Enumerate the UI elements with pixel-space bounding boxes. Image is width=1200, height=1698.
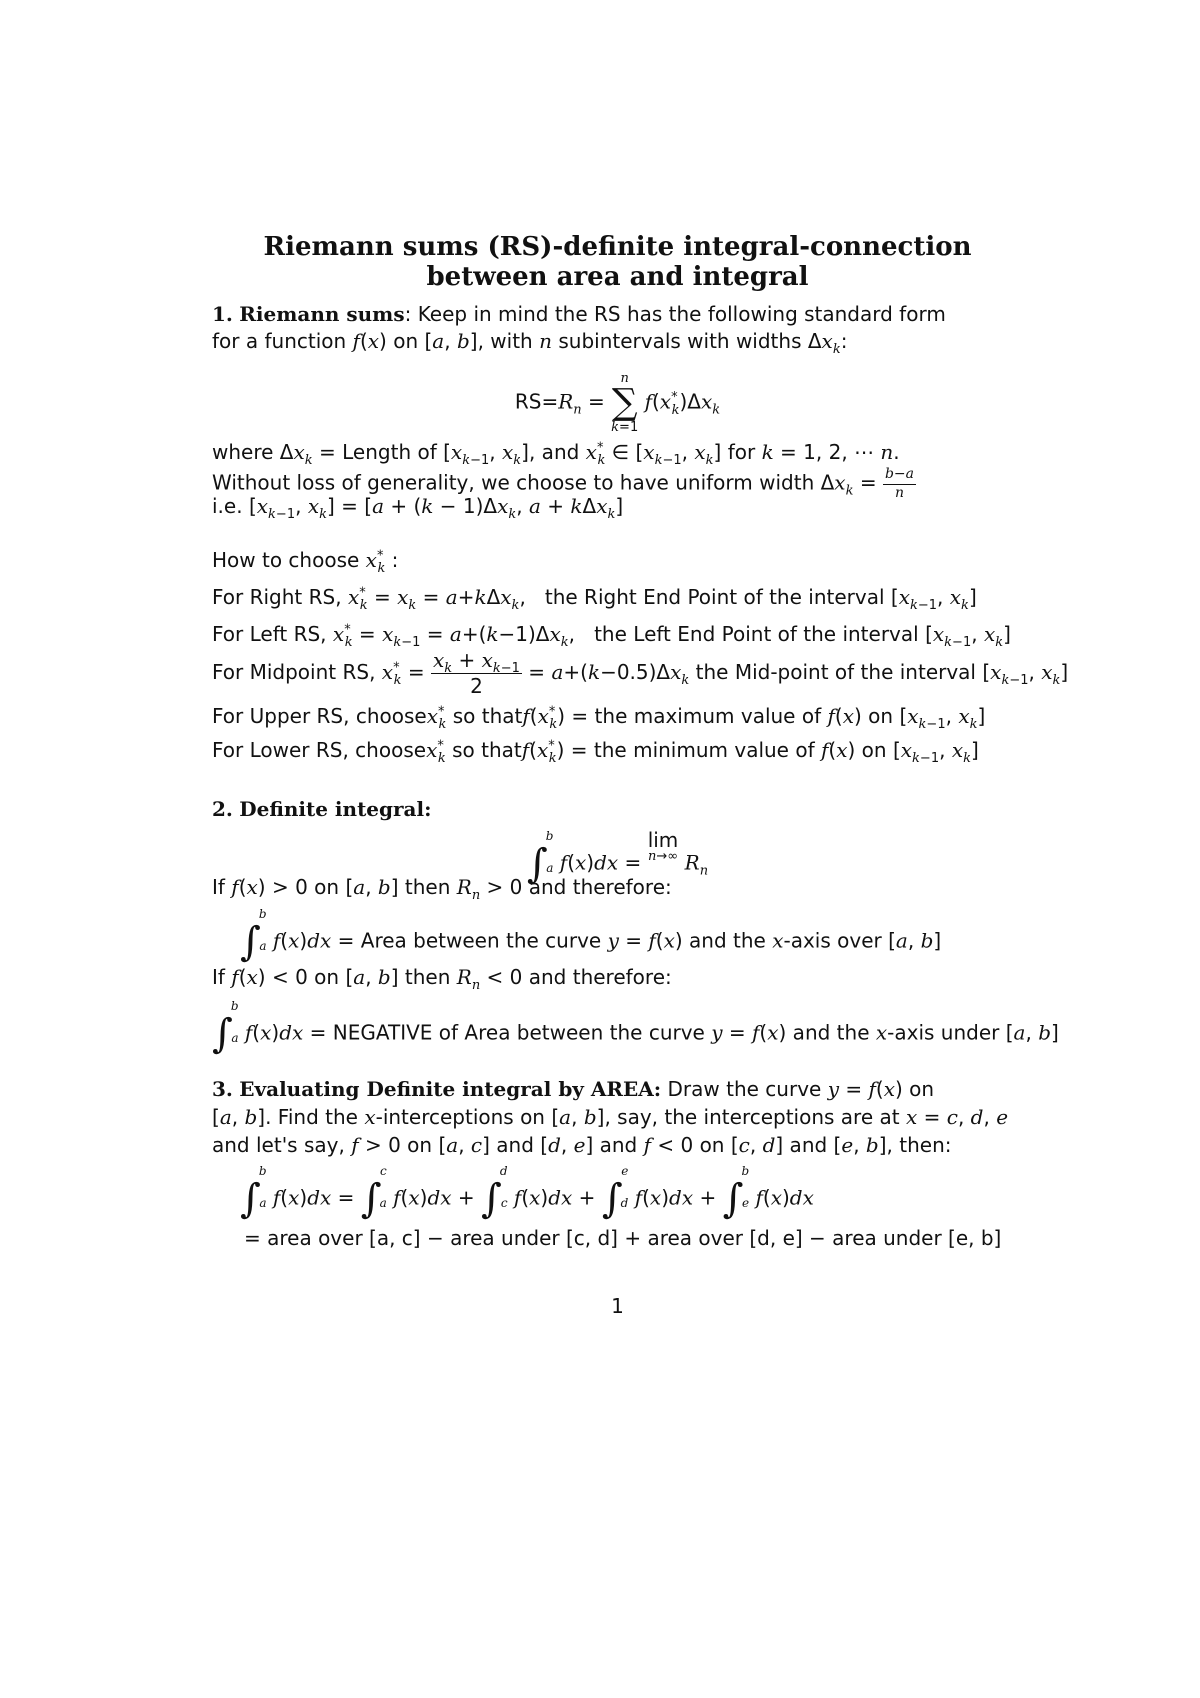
integral-sign-icon: ∫ — [240, 1176, 261, 1223]
integral-sign-icon: ∫ — [240, 919, 261, 966]
s3-line-3: and let's say, f > 0 on [a, c] and [d, e] and f < 0 on [c, d] and [e, b], then: — [212, 1133, 952, 1157]
integral-sign-icon: ∫ — [526, 841, 548, 888]
s1-where-line: where $\Delta x_k$ = Length of [$x_{k-1}$, $x_k$], and $x^*_k$ ∈ [$x_{k-1}$, $x_k$] for k = 1, 2, ⋯ n. — [212, 440, 900, 468]
title-line-2: between area and integral — [426, 262, 809, 292]
integral-sign-icon: ∫ — [481, 1176, 502, 1223]
page-number: 1 — [611, 1294, 624, 1318]
s3-integral-split-formula: ∫ b a f(x)dx = ∫ c a f(x)dx + ∫ d c f(x)dx + ∫ e d f(x)dx + ∫ b e f(x)dx — [240, 1164, 814, 1223]
s2-heading: 2. Definite integral: — [212, 797, 432, 821]
s3-line-2: [a, b]. Find the x-interceptions on [a, b], say, the interceptions are at x = c, d, e — [212, 1105, 1009, 1129]
upper-rs-line: For Upper RS, choosex*$_k$ so $thatf(x^*_k)$ = the maximum value of f(x) on [$x_{k-1}$, $x_k$] — [212, 704, 986, 732]
s1-ie-line: i.e. [$x_{k-1}$, $x_k] = [a + (k - 1)\Delta x_k$, a + kΔx$_k$] — [212, 494, 624, 522]
title-line-1: Riemann sums (RS)-definite integral-connection — [263, 232, 972, 262]
integral-sign-icon: ∫ — [360, 1176, 382, 1223]
summation-symbol: n ∑ k=1 — [611, 371, 639, 435]
s2-positive-area-line: ∫ b a f(x)dx = Area between the curve y = f(x) and the x-axis over [a, b] — [240, 907, 942, 966]
left-rs-line: For Left RS, $x^*_k = x_{k-1} = a+(k-1)\Delta x_k$, the Left End Point of the interval [$x_{k-1}$, $x_k$] — [212, 622, 1011, 650]
integral-sign-icon: ∫ — [722, 1176, 744, 1223]
right-rs-line: For Right RS, $x^*_k = x_k = a+k\Delta x_k$, the Right End Point of the interval [$x_{k-1}$, $x_k$] — [212, 585, 977, 613]
integral-sign-icon: ∫ — [601, 1176, 623, 1223]
s2-negative-area-line: ∫ b a f(x)dx = NEGATIVE of Area between the curve y = f(x) and the x-axis under [a, b] — [212, 999, 1059, 1058]
s3-area-line: = area over [a, c] − area under [c, d] + area over [d, e] − area under [e, b] — [244, 1226, 1002, 1250]
midpoint-rs-line: For Midpoint RS, $x^*_k$ = $\frac{x_k + x_{k-1}}{2}$ = $a+(k-0.5)\Delta x_k$ the Mid-point of the interval [$x_{k-1}$, $x_k$] — [212, 648, 1069, 698]
s2-negative-condition: If f(x) < 0 on [a, b] then $R_n < 0$ and therefore: — [212, 965, 672, 993]
lower-rs-line: For Lower RS, choosex*$_k$ so $thatf(x^*_k)$ = the minimum value of f(x) on [$x_{k-1}$, $x_k$] — [212, 738, 979, 766]
s1-heading: Riemann sums — [239, 302, 405, 326]
s2-positive-condition: If f(x) > 0 on [a, b] then $R_n > 0$ and therefore: — [212, 875, 672, 903]
s1-wlog-line: Without loss of generality, we choose to have uniform width $\Delta x_k$ = $\frac{b-a}{n}$ — [212, 466, 915, 501]
s1-intro-line-1: 1. Riemann sums: Keep in mind the RS has the following standard form — [212, 302, 946, 326]
s3-line-1: 3. Evaluating Definite integral by AREA: Draw the curve y = f(x) on — [212, 1077, 935, 1101]
s1-intro-line-2: for a function f(x) on [a, b], with n subintervals with widths $\Delta x_k$: — [212, 329, 848, 357]
how-to-choose: How to choose $x^*_k$ : — [212, 548, 399, 576]
integral-sign-icon: ∫ — [212, 1011, 233, 1058]
riemann-sum-formula: $RS=R_n$ = n ∑ k=1 $f(x^*_k)\Delta x_k$ — [514, 371, 721, 435]
definite-integral-limit-formula: ∫ b a f(x)dx = lim n→∞ $R_n$ — [526, 828, 709, 888]
